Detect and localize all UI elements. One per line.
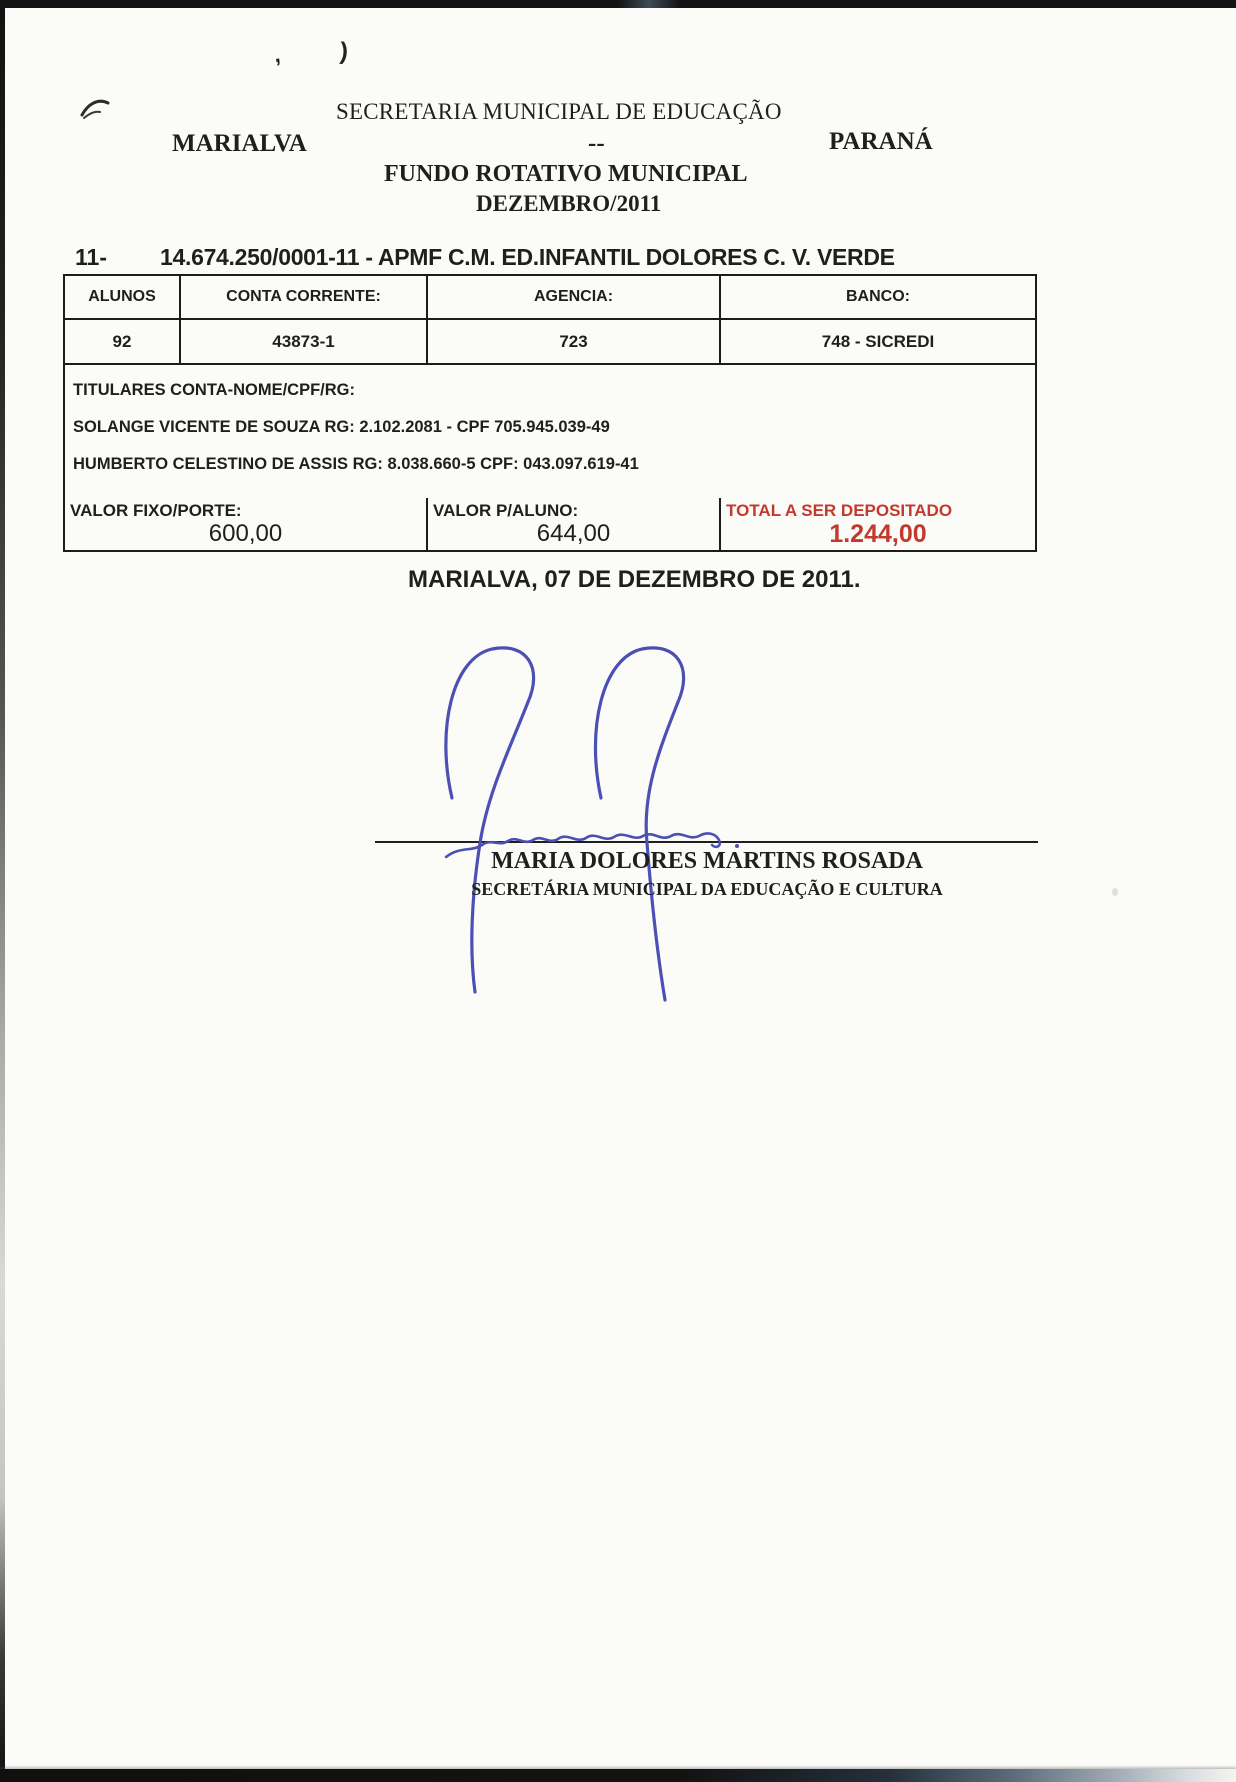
scan-mark-comma: , [272,41,282,68]
entry-number: 11- [75,244,107,270]
titulares-section [65,365,1035,498]
header-alunos: ALUNOS [65,276,181,318]
letterhead-period: DEZEMBRO/2011 [476,191,662,216]
value-conta-corrente: 43873-1 [181,320,428,363]
account-table [63,274,1037,552]
valores-row [65,498,1035,550]
valor-aluno-label: VALOR P/ALUNO: [433,501,579,520]
valor-aluno-value: 644,00 [536,520,611,547]
letterhead-state: PARANÁ [829,128,933,155]
valor-fixo-value: 600,00 [208,520,283,547]
signatory-name: MARIA DOLORES MARTINS ROSADA [491,848,923,874]
scan-pen-mark [80,94,112,122]
scan-edge-left [0,0,5,1782]
letterhead-dash: -- [588,130,605,157]
header-agencia: AGENCIA: [428,276,721,318]
header-banco: BANCO: [846,288,910,305]
scan-mark-paren: ) [339,37,349,66]
letterhead-city: MARIALVA [172,130,307,157]
valor-fixo-cell [65,498,428,550]
scan-edge-top [0,0,1236,8]
letterhead-fund-title: FUNDO ROTATIVO MUNICIPAL [384,161,748,187]
valor-aluno-cell [428,498,721,550]
table-values-row [65,320,1035,365]
titular-1: SOLANGE VICENTE DE SOUZA RG: 2.102.2081 - CPF 705.945.039-49 [73,418,610,436]
table-header-row [65,276,1035,320]
date-line: MARIALVA, 07 DE DEZEMBRO DE 2011. [408,566,861,593]
handwritten-signature [380,630,800,1010]
value-banco: 748 - SICREDI [821,331,935,351]
value-alunos: 92 [65,320,181,363]
value-agencia: 723 [428,320,721,363]
titular-2: HUMBERTO CELESTINO DE ASSIS RG: 8.038.660-5 CPF: 043.097.619-41 [73,455,639,473]
total-depositado-cell [721,498,1035,550]
header-conta-corrente: CONTA CORRENTE: [181,276,428,318]
scan-edge-bottom [0,1769,1236,1782]
scan-speck [1112,888,1118,896]
signatory-title: SECRETÁRIA MUNICIPAL DA EDUCAÇÃO E CULTURA [471,879,943,899]
valor-fixo-label: VALOR FIXO/PORTE: [70,501,242,520]
titulares-label: TITULARES CONTA-NOME/CPF/RG: [73,381,356,399]
total-depositado-value: 1.244,00 [829,520,927,548]
entry-title: 14.674.250/0001-11 - APMF C.M. ED.INFANTIL DOLORES C. V. VERDE [160,244,895,270]
total-depositado-label: TOTAL A SER DEPOSITADO [726,501,953,520]
letterhead-secretaria: SECRETARIA MUNICIPAL DE EDUCAÇÃO [336,99,782,124]
